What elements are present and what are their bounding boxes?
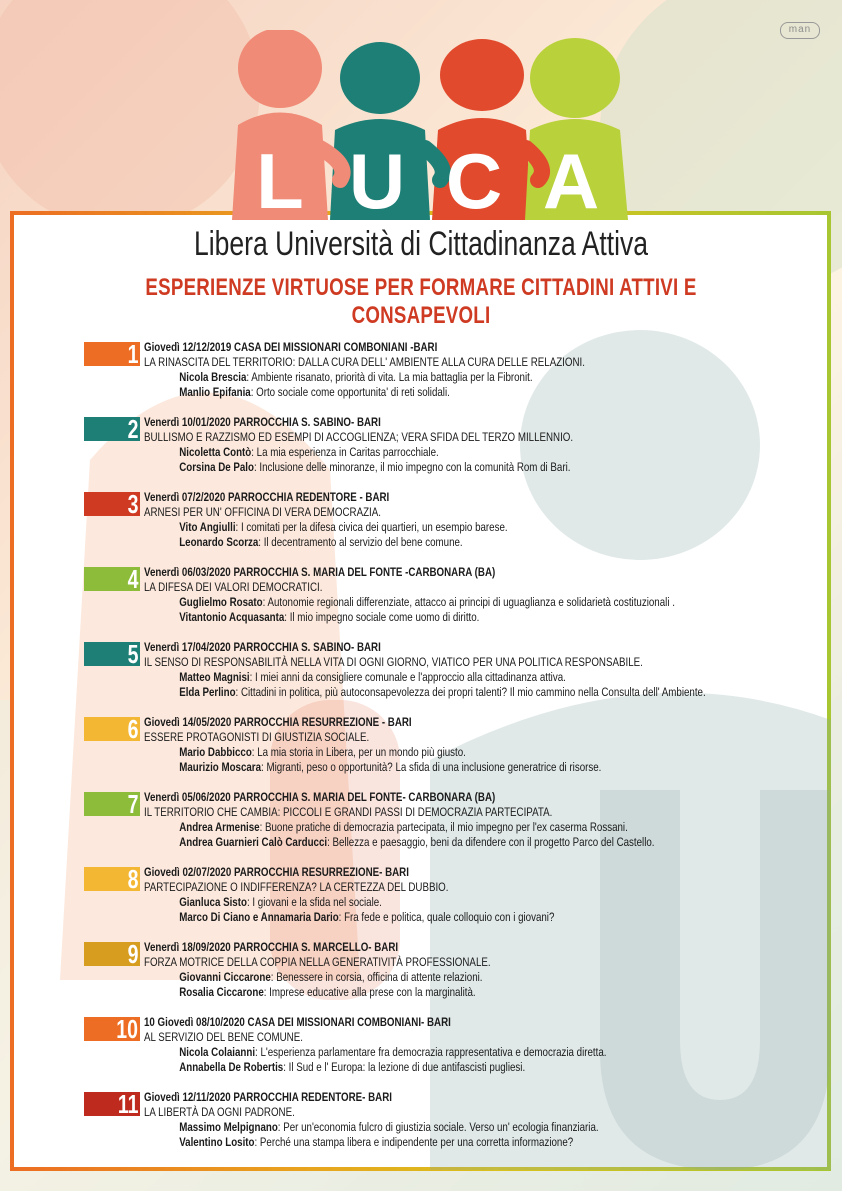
event-header: Venerdì 06/03/2020 PARROCCHIA S. MARIA DEL FONTE -CARBONARA (BA) — [144, 565, 496, 579]
event-item — [84, 865, 804, 929]
logo-letter-u: U — [348, 137, 406, 225]
speaker-line: Nicola Colaianni: L'esperienza parlamentare fra democrazia rappresentativa e democrazia diretta. — [179, 1045, 607, 1059]
speaker-line: Guglielmo Rosato: Autonomie regionali differenziate, attacco ai principi di uguaglianza e solidarietà costituzionali . — [179, 595, 675, 609]
event-number-badge: 3 — [84, 492, 140, 516]
event-topic: PARTECIPAZIONE O INDIFFERENZA? LA CERTEZZA DEL DUBBIO. — [144, 880, 449, 894]
speaker-line: Nicoletta Contò: La mia esperienza in Caritas parrocchiale. — [179, 445, 439, 459]
speaker-line: Annabella De Robertis: Il Sud e l' Europa: la lezione di due antifascisti pugliesi. — [179, 1060, 526, 1074]
logo-letter-a: A — [542, 137, 600, 225]
event-number-badge: 5 — [84, 642, 140, 666]
event-number-badge: 8 — [84, 867, 140, 891]
event-item — [84, 415, 804, 479]
event-item — [84, 1090, 804, 1154]
event-topic: AL SERVIZIO DEL BENE COMUNE. — [144, 1030, 303, 1044]
speaker-line: Vito Angiulli: I comitati per la difesa civica dei quartieri, un esempio barese. — [179, 520, 508, 534]
event-topic: LA LIBERTÀ DA OGNI PADRONE. — [144, 1105, 295, 1119]
event-topic: ARNESI PER UN' OFFICINA DI VERA DEMOCRAZIA. — [144, 505, 381, 519]
tagline: ESPERIENZE VIRTUOSE PER FORMARE CITTADINI ATTIVI E CONSAPEVOLI — [145, 274, 697, 329]
speaker-line: Valentino Losito: Perché una stampa libera e indipendente per una corretta informazione? — [179, 1135, 574, 1149]
event-header: Giovedì 12/12/2019 CASA DEI MISSIONARI COMBONIANI -BARI — [144, 340, 438, 354]
speaker-line: Elda Perlino: Cittadini in politica, più autoconsapevolezza dei propri talenti? Il mio cammino nella Consulta dell' Ambiente. — [179, 685, 706, 699]
event-topic: LA RINASCITA DEL TERRITORIO: DALLA CURA DELL' AMBIENTE ALLA CURA DELLE RELAZIONI. — [144, 355, 585, 369]
logo-letter-l: L — [256, 137, 304, 225]
event-number-badge: 6 — [84, 717, 140, 741]
event-number-badge: 4 — [84, 567, 140, 591]
event-item — [84, 490, 804, 554]
logo-letter-c: C — [445, 137, 503, 225]
speaker-line: Rosalia Ciccarone: Imprese educative alla prese con la marginalità. — [179, 985, 476, 999]
speaker-line: Andrea Armenise: Buone pratiche di democrazia partecipata, il mio impegno per l'ex caserma Rossani. — [179, 820, 628, 834]
man-logo-icon: man — [780, 22, 820, 39]
event-number-badge: 2 — [84, 417, 140, 441]
event-header: Giovedì 02/07/2020 PARROCCHIA RESURREZIONE- BARI — [144, 865, 409, 879]
event-header: Giovedì 14/05/2020 PARROCCHIA RESURREZIONE - BARI — [144, 715, 412, 729]
speaker-line: Leonardo Scorza: Il decentramento al servizio del bene comune. — [179, 535, 463, 549]
speaker-line: Gianluca Sisto: I giovani e la sfida nel sociale. — [179, 895, 382, 909]
speaker-line: Mario Dabbicco: La mia storia in Libera, per un mondo più giusto. — [179, 745, 466, 759]
brand-title: Libera Università di Cittadinanza Attiva — [193, 225, 649, 263]
event-header: Venerdì 10/01/2020 PARROCCHIA S. SABINO- BARI — [144, 415, 381, 429]
speaker-line: Nicola Brescia: Ambiente risanato, priorità di vita. La mia battaglia per la Fibronit. — [179, 370, 533, 384]
speaker-line: Maurizio Moscara: Migranti, peso o opportunità? La sfida di una inclusione generatrice di risorse. — [179, 760, 602, 774]
event-item — [84, 940, 804, 1004]
event-topic: BULLISMO E RAZZISMO ED ESEMPI DI ACCOGLIENZA; VERA SFIDA DEL TERZO MILLENNIO. — [144, 430, 574, 444]
event-number-badge: 7 — [84, 792, 140, 816]
speaker-line: Giovanni Ciccarone: Benessere in corsia, officina di attente relazioni. — [179, 970, 483, 984]
event-topic: FORZA MOTRICE DELLA COPPIA NELLA GENERATIVITÀ PROFESSIONALE. — [144, 955, 491, 969]
event-header: 10 Giovedì 08/10/2020 CASA DEI MISSIONARI COMBONIANI- BARI — [144, 1015, 451, 1029]
event-header: Venerdì 05/06/2020 PARROCCHIA S. MARIA DEL FONTE- CARBONARA (BA) — [144, 790, 496, 804]
event-topic: ESSERE PROTAGONISTI DI GIUSTIZIA SOCIALE. — [144, 730, 370, 744]
event-item — [84, 715, 804, 779]
event-topic: LA DIFESA DEI VALORI DEMOCRATICI. — [144, 580, 323, 594]
event-item — [84, 640, 804, 704]
speaker-line: Andrea Guarnieri Calò Carducci: Bellezza e paesaggio, beni da difendere con il progetto Parco del Castello. — [179, 835, 655, 849]
event-item — [84, 1015, 804, 1079]
speaker-line: Matteo Magnisi: I miei anni da consigliere comunale e l'approccio alla cittadinanza attiva. — [179, 670, 566, 684]
event-item — [84, 790, 804, 854]
event-number-badge: 11 — [84, 1092, 140, 1116]
speaker-line: Manlio Epifania: Orto sociale come opportunita' di reti solidali. — [179, 385, 450, 399]
speaker-line: Corsina De Palo: Inclusione delle minoranze, il mio impegno con la comunità Rom di Bari. — [179, 460, 571, 474]
event-header: Venerdì 18/09/2020 PARROCCHIA S. MARCELLO- BARI — [144, 940, 399, 954]
event-number-badge: 10 — [84, 1017, 140, 1041]
speaker-line: Massimo Melpignano: Per un'economia fulcro di giustizia sociale. Verso un' ecologia finanziaria. — [179, 1120, 599, 1134]
speaker-line: Vitantonio Acquasanta: Il mio impegno sociale come uomo di diritto. — [179, 610, 480, 624]
event-topic: IL SENSO DI RESPONSABILITÀ NELLA VITA DI OGNI GIORNO, VIATICO PER UNA POLITICA RESPONSABILE. — [144, 655, 643, 669]
event-number-badge: 9 — [84, 942, 140, 966]
event-item — [84, 340, 804, 404]
event-header: Giovedì 12/11/2020 PARROCCHIA REDENTORE- BARI — [144, 1090, 392, 1104]
event-item — [84, 565, 804, 629]
speaker-line: Marco Di Ciano e Annamaria Dario: Fra fede e politica, quale colloquio con i giovani? — [179, 910, 555, 924]
event-header: Venerdì 07/2/2020 PARROCCHIA REDENTORE - BARI — [144, 490, 390, 504]
event-number-badge: 1 — [84, 342, 140, 366]
event-header: Venerdì 17/04/2020 PARROCCHIA S. SABINO- BARI — [144, 640, 381, 654]
event-topic: IL TERRITORIO CHE CAMBIA: PICCOLI E GRANDI PASSI DI DEMOCRAZIA PARTECIPATA. — [144, 805, 553, 819]
